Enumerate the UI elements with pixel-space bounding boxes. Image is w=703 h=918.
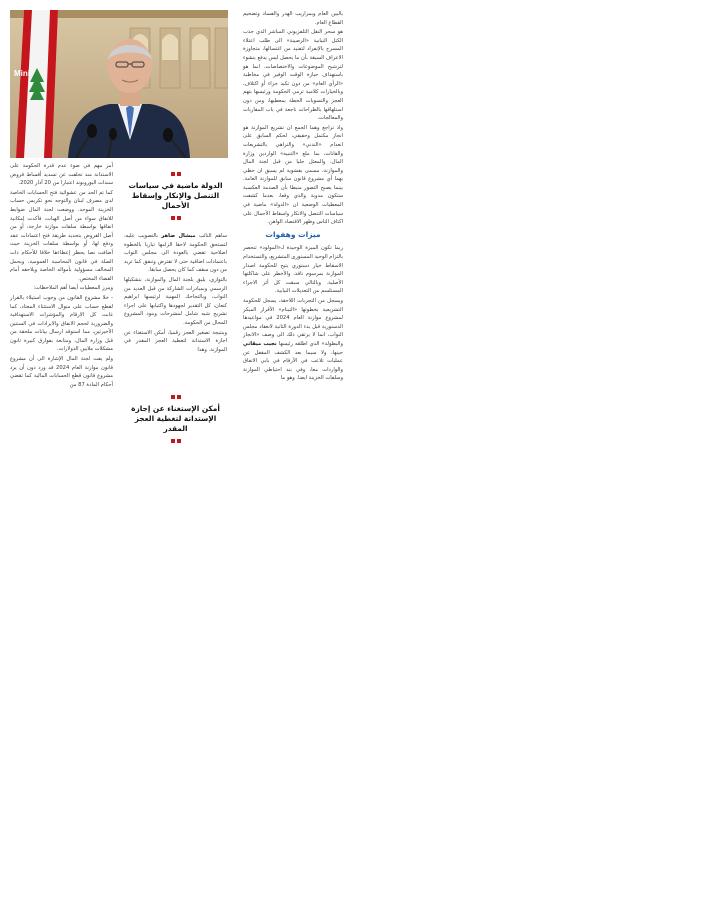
pull-quote: أمكن الإستغناء عن إجازة الإستدانة لتغطية العجز المقدر xyxy=(131,404,220,433)
accent-squares-icon xyxy=(124,216,227,220)
accent-squares-icon xyxy=(124,395,227,399)
paragraph: أمر مهم في ضوء عدم قدرة الحكومة على الاستدانة منذ تخلفت عن تسديد أقساط قروض سندات اليوروبوند اعتبارا من 20 آذار 2020. xyxy=(10,163,113,187)
paragraph: هو سحر النقل التلفزيوني المباشر الذي جذب الكتل النيابية «الرصينة» الى طلب اعتلاء المسرح بالإنفراد لتفنيد من اغتسالها، متجاوزة الاعراف السيقة بأن ما يحصل ليس يدفع بنشوء لترشيح الموضوعات والاختصاصات، انما هو باستهداف حيازة الوقت الوفير في مخاطبة «الرأي العام» من دون تكبد جزاء أو اكتلاف، وبالخيارات كلامية ترمي الحكومة ورئيسها بتهم العجز والتسويات الخطة بمعطيها، ومن دون استلهاقها بالطراحات ناجعة في باب المقاربات والمعالجات. xyxy=(243,29,343,122)
paragraph: بالبين العام وبمزاريب الهدر والفساد وتضخيم القطاع العام. xyxy=(243,11,343,26)
paragraph: ربما تكون الميزة الوحيدة لـ«المولود» تنحصر بالتزام الوحيد المستورى المتشريع، والتستخدام الاسقاط خيار دستوري يتيح للحكومة اصدار الموازنة بمرسوم نافذ، والأخطر على شاكلتها الأصلية. وبالتالي سبقت كل أثر الاجراء المستلسم من التعديلات النيابية. xyxy=(243,245,343,295)
pull-quote-box xyxy=(124,395,227,443)
pull-quote-box xyxy=(124,172,227,220)
paragraph: واذ تراجع وهما الجمع ان تشريع الموازنة هو انجاز مكتمل وحقيقي، لحكم السابق على انعدام «الندني» والتراهي بالتشريعات والقانات، بما ملع «التنبيه» الواردين وزارة المال، والمعثل جليا من قبل لجنة المال والموازنة، مسمى بقشوية لم يسبق ان حظي بهما أي مشروع قانون سابق للموازنة العامة. بينما يصبح التصور منبطا بأن الصدمة العكسية ستكون مدوية والذي وقعا، بعدما كشفت المعطيات الوضعية ان «الدولة» ماضية في سياسات التنصل والانكار واسقاط الأحمال على اكتاف الناس وظهر الاقتصاد الواهن. xyxy=(243,124,343,226)
paragraph: بالتوازي، يليق بلجنة المال والموازنة، بتشكيلها الرسمي وبمبادرات الشاركة من قبل العديد من النواب، وبالتجاحك المهنية لرئيسها ابراهيم كنعان، كل التقدير لجهودها واكتيابها على اجراء تشريح شبه شامل لمشرحات وبنود المشروع المحال من الحكومة. xyxy=(124,276,227,326)
portrait-photo-icon xyxy=(10,10,228,158)
photo-overlay-text: Mini xyxy=(14,69,30,78)
paragraph: ساهم النائب ميشال ضاهر بالتصويب عليه، لتستحق الحكومة لاحقا الزامها تباريا بالخطوة اصلاحية تقضي بالعودة الى مجلس النواب باعتمادات اضافية حتى لا تقترض وتنفق كما تريد من دون سقف كما كان يحصل سابقا. xyxy=(124,233,227,274)
accent-squares-icon xyxy=(124,439,227,443)
article-column-middle xyxy=(124,232,227,355)
section-subhead: ميزات وهفوات xyxy=(265,229,321,239)
article-column-left xyxy=(10,162,113,390)
paragraph: ويسجل من التجربات اللاحقة، يسجل للحكومة التشريعية بخطوتها «التبنام» الأقرار المبكر لمشروع موازنة العام 2024 في مواعيدها الدستورية قبل بدء الدورة الثانية لانعقاد مجلس النواب، انما لا يرتقي ذلك الى وصف «الانجاز والبطولة» الذي اطلقه رئيسها نجيب ميقاتي حينها، ولا سيما بعد الكشف المقفل عن عمليات تلاعب في الأرقام في بابي الانفاق والواردات معا، وفي بند احتياطي الموازنة وسلفات الخزينة ايضا. وهو ما xyxy=(243,298,343,382)
paragraph: ويبرز المعطيات أيضا أهم الملاحظات: xyxy=(33,285,113,292)
paragraph: ولم يفت لجنة المال الإشارة الى أن مشروع قانون موازنة العام 2024 قد ورد دون أن يرد مشروع قانون قطع الحسابات المالية كما تقضي أحكام المادة 87 من xyxy=(10,356,114,388)
pull-quote: الدولة ماضية في سياسات التنصل والإنكار وإسقاط الأحمال xyxy=(128,181,223,210)
paragraph: - خلا مشروع القانون من وجوب استيلاء بالقرار لقطع حساب على منوال الاستثناء المعتاد، كما غابت كل الارقام والمؤشرات الاستهدافية والضرورية لحجم الانفاق والايرادات في السنتين الأخيرتين، مما استوقد ارسال بيانات ملحقة من قبل وزارة المال، ومتابعة بفوارق كبيرة ثانون مشكلات ملايين الدولارات. xyxy=(10,294,113,353)
prime-minister-photo xyxy=(10,10,228,158)
paragraph: وبنتيجة تصغير العجز رقميا، أمكن الاستغناء عن اجازة الاستدانة لتغطية العجز المقدر في الموازنة. وهذا xyxy=(124,329,227,353)
accent-squares-icon xyxy=(124,172,227,176)
paragraph: كما تم الحد من عشوائية فتح الحسابات الخاصة لدى مصرف لبنان والتوجه نحو تكريس حساب الخزينة الموحد. ووضعت لجنة المال ضوابط للانفاق سواء من أصل الهبات، فأكدت إمكانية انفاقها بواسطة سلفات موازنة خارجة، أو من أصل القروض بتحديد طريقة فتح اعتمادات عقد ودفع لها، أو بواسطة سلفات الخزينة حيث أضافت نصا يحظر إعطاءها خلافا للأحكام ذات الصلة في قانون المحاسبة العمومية، ويحمل المخالف مسؤولية بأمواله الخاصة ويلاحقه أمام القضاء المختص. xyxy=(10,189,113,282)
article-column-right xyxy=(243,10,343,384)
